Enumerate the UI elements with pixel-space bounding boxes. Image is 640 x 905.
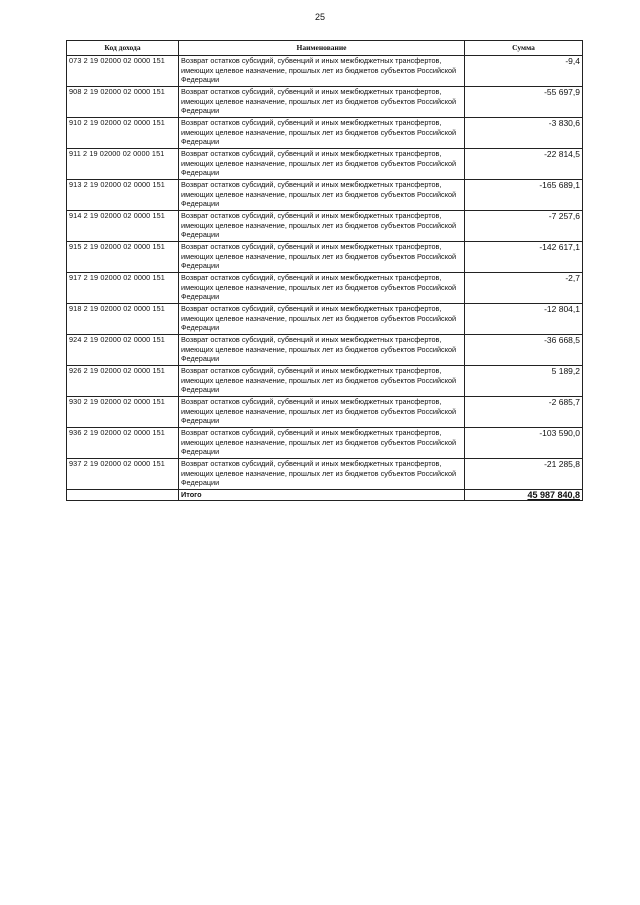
name-cell: Возврат остатков субсидий, субвенций и иных межбюджетных трансфертов, имеющих целевое назначение, прошлых лет из бюджетов субъектов Российской Федерации [179, 304, 465, 335]
name-cell: Возврат остатков субсидий, субвенций и иных межбюджетных трансфертов, имеющих целевое назначение, прошлых лет из бюджетов субъектов Российской Федерации [179, 149, 465, 180]
table-header-row [67, 41, 583, 56]
sum-cell: -55 697,9 [465, 87, 583, 118]
name-cell: Возврат остатков субсидий, субвенций и иных межбюджетных трансфертов, имеющих целевое назначение, прошлых лет из бюджетов субъектов Российской Федерации [179, 180, 465, 211]
budget-table [66, 40, 583, 501]
total-row [67, 490, 583, 501]
code-cell: 924 2 19 02000 02 0000 151 [67, 335, 179, 366]
header-code: Код дохода [67, 41, 179, 56]
sum-cell: -142 617,1 [465, 242, 583, 273]
name-cell: Возврат остатков субсидий, субвенций и иных межбюджетных трансфертов, имеющих целевое назначение, прошлых лет из бюджетов субъектов Российской Федерации [179, 428, 465, 459]
name-cell: Возврат остатков субсидий, субвенций и иных межбюджетных трансфертов, имеющих целевое назначение, прошлых лет из бюджетов субъектов Российской Федерации [179, 56, 465, 87]
code-cell: 926 2 19 02000 02 0000 151 [67, 366, 179, 397]
sum-cell: -2,7 [465, 273, 583, 304]
name-cell: Возврат остатков субсидий, субвенций и иных межбюджетных трансфертов, имеющих целевое назначение, прошлых лет из бюджетов субъектов Российской Федерации [179, 87, 465, 118]
name-cell: Возврат остатков субсидий, субвенций и иных межбюджетных трансфертов, имеющих целевое назначение, прошлых лет из бюджетов субъектов Российской Федерации [179, 242, 465, 273]
table-row [67, 149, 583, 180]
table-row [67, 56, 583, 87]
table-row [67, 397, 583, 428]
table-row [67, 304, 583, 335]
table-row [67, 242, 583, 273]
page-number: 25 [314, 12, 325, 22]
total-sum: 45 987 840,8 [465, 490, 583, 501]
header-name: Наименование [179, 41, 465, 56]
total-code-cell [67, 490, 179, 501]
sum-cell: 5 189,2 [465, 366, 583, 397]
code-cell: 913 2 19 02000 02 0000 151 [67, 180, 179, 211]
code-cell: 915 2 19 02000 02 0000 151 [67, 242, 179, 273]
table-row [67, 428, 583, 459]
table-row [67, 87, 583, 118]
code-cell: 937 2 19 02000 02 0000 151 [67, 459, 179, 490]
name-cell: Возврат остатков субсидий, субвенций и иных межбюджетных трансфертов, имеющих целевое назначение, прошлых лет из бюджетов субъектов Российской Федерации [179, 118, 465, 149]
table-row [67, 211, 583, 242]
sum-cell: -22 814,5 [465, 149, 583, 180]
code-cell: 930 2 19 02000 02 0000 151 [67, 397, 179, 428]
table-row [67, 180, 583, 211]
name-cell: Возврат остатков субсидий, субвенций и иных межбюджетных трансфертов, имеющих целевое назначение, прошлых лет из бюджетов субъектов Российской Федерации [179, 397, 465, 428]
table-row [67, 459, 583, 490]
table-row [67, 366, 583, 397]
sum-cell: -165 689,1 [465, 180, 583, 211]
name-cell: Возврат остатков субсидий, субвенций и иных межбюджетных трансфертов, имеющих целевое назначение, прошлых лет из бюджетов субъектов Российской Федерации [179, 335, 465, 366]
code-cell: 917 2 19 02000 02 0000 151 [67, 273, 179, 304]
sum-cell: -36 668,5 [465, 335, 583, 366]
table-body [67, 56, 583, 490]
table-row [67, 335, 583, 366]
sum-cell: -9,4 [465, 56, 583, 87]
code-cell: 910 2 19 02000 02 0000 151 [67, 118, 179, 149]
code-cell: 914 2 19 02000 02 0000 151 [67, 211, 179, 242]
table-row [67, 273, 583, 304]
code-cell: 908 2 19 02000 02 0000 151 [67, 87, 179, 118]
code-cell: 936 2 19 02000 02 0000 151 [67, 428, 179, 459]
total-label: Итого [179, 490, 465, 501]
sum-cell: -7 257,6 [465, 211, 583, 242]
name-cell: Возврат остатков субсидий, субвенций и иных межбюджетных трансфертов, имеющих целевое назначение, прошлых лет из бюджетов субъектов Российской Федерации [179, 273, 465, 304]
sum-cell: -103 590,0 [465, 428, 583, 459]
name-cell: Возврат остатков субсидий, субвенций и иных межбюджетных трансфертов, имеющих целевое назначение, прошлых лет из бюджетов субъектов Российской Федерации [179, 459, 465, 490]
name-cell: Возврат остатков субсидий, субвенций и иных межбюджетных трансфертов, имеющих целевое назначение, прошлых лет из бюджетов субъектов Российской Федерации [179, 211, 465, 242]
sum-cell: -2 685,7 [465, 397, 583, 428]
header-sum: Сумма [465, 41, 583, 56]
code-cell: 911 2 19 02000 02 0000 151 [67, 149, 179, 180]
table-row [67, 118, 583, 149]
sum-cell: -12 804,1 [465, 304, 583, 335]
sum-cell: -3 830,6 [465, 118, 583, 149]
sum-cell: -21 285,8 [465, 459, 583, 490]
name-cell: Возврат остатков субсидий, субвенций и иных межбюджетных трансфертов, имеющих целевое назначение, прошлых лет из бюджетов субъектов Российской Федерации [179, 366, 465, 397]
code-cell: 073 2 19 02000 02 0000 151 [67, 56, 179, 87]
code-cell: 918 2 19 02000 02 0000 151 [67, 304, 179, 335]
